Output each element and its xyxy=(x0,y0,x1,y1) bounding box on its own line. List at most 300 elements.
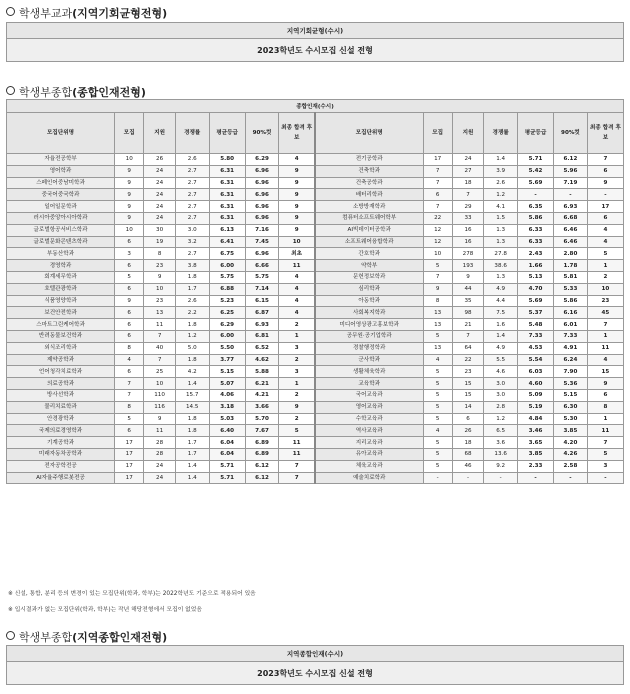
value-cell: 40 xyxy=(144,342,176,354)
value-cell: 6.33 xyxy=(518,224,554,236)
value-cell: 6.96 xyxy=(245,189,279,201)
value-cell: - xyxy=(452,472,484,484)
value-cell: 5 xyxy=(115,271,144,283)
column-header: 평균등급 xyxy=(209,113,245,154)
value-cell: 2.6 xyxy=(175,154,209,166)
value-cell: 6.15 xyxy=(245,295,279,307)
value-cell: - xyxy=(587,189,623,201)
value-cell: 6.46 xyxy=(554,224,588,236)
section-title-regional-comprehensive: 학생부종합(지역종합인재전형) xyxy=(6,629,167,645)
value-cell: 9.2 xyxy=(484,460,518,472)
value-cell: 5.54 xyxy=(518,354,554,366)
value-cell: 5.69 xyxy=(518,177,554,189)
table-row xyxy=(7,319,624,331)
value-cell: 5.30 xyxy=(554,413,588,425)
value-cell: 4.20 xyxy=(554,437,588,449)
table-row xyxy=(7,330,624,342)
value-cell: 11 xyxy=(279,448,315,460)
value-cell: 6 xyxy=(587,165,623,177)
department-name-cell: 글로벌항공서비스학과 xyxy=(7,224,115,236)
value-cell: 5.48 xyxy=(518,319,554,331)
value-cell: 193 xyxy=(452,260,484,272)
column-header: 최종 합격 후보 xyxy=(587,113,623,154)
value-cell: 17 xyxy=(115,460,144,472)
value-cell: 5.23 xyxy=(209,295,245,307)
value-cell: 8 xyxy=(587,401,623,413)
value-cell: 5 xyxy=(423,413,452,425)
value-cell: 10 xyxy=(115,224,144,236)
value-cell: 6.89 xyxy=(245,448,279,460)
regional-opportunity-value: 2023학년도 수시모집 신설 전형 xyxy=(7,39,624,62)
value-cell: 9 xyxy=(279,401,315,413)
value-cell: 6 xyxy=(452,413,484,425)
value-cell: 6.88 xyxy=(209,283,245,295)
value-cell: 2.7 xyxy=(175,177,209,189)
department-name-cell: 건축학과 xyxy=(315,165,423,177)
department-name-cell: 심리학과 xyxy=(315,283,423,295)
department-name-cell: 전자공학전공 xyxy=(7,460,115,472)
value-cell: 5.15 xyxy=(554,389,588,401)
value-cell: 6.75 xyxy=(209,248,245,260)
department-name-cell: 소방방재학과 xyxy=(315,201,423,213)
value-cell: 3.2 xyxy=(175,236,209,248)
department-name-cell: 컴퓨터소프트웨어학부 xyxy=(315,212,423,224)
value-cell: 1 xyxy=(587,413,623,425)
value-cell: 1.78 xyxy=(554,260,588,272)
value-cell: 6.00 xyxy=(209,260,245,272)
value-cell: 7.33 xyxy=(554,330,588,342)
value-cell: 7 xyxy=(452,189,484,201)
value-cell: 6.96 xyxy=(245,248,279,260)
value-cell: 9 xyxy=(115,201,144,213)
value-cell: 28 xyxy=(144,448,176,460)
value-cell: 7 xyxy=(452,330,484,342)
value-cell: 6 xyxy=(115,283,144,295)
value-cell: 5 xyxy=(423,389,452,401)
value-cell: 6.41 xyxy=(209,236,245,248)
value-cell: 9 xyxy=(115,165,144,177)
value-cell: 6.35 xyxy=(518,201,554,213)
comprehensive-results-table xyxy=(6,99,624,484)
value-cell: 29 xyxy=(452,201,484,213)
value-cell: 9 xyxy=(279,177,315,189)
department-name-cell: 기계공학과 xyxy=(7,437,115,449)
value-cell: 4.91 xyxy=(554,342,588,354)
value-cell: 5.50 xyxy=(209,342,245,354)
value-cell: 6.21 xyxy=(245,378,279,390)
value-cell: 4.70 xyxy=(518,283,554,295)
value-cell: 3.0 xyxy=(175,224,209,236)
value-cell: 26 xyxy=(144,154,176,166)
column-header: 모집 xyxy=(423,113,452,154)
value-cell: 1 xyxy=(587,330,623,342)
value-cell: 1.7 xyxy=(175,283,209,295)
value-cell: 4.1 xyxy=(484,201,518,213)
table-row xyxy=(7,154,624,166)
value-cell: 9 xyxy=(144,413,176,425)
note-2: ※ 입시결과가 없는 모집단위(학과, 학부)는 작년 해당전형에서 모집이 없었음 xyxy=(8,607,202,613)
value-cell: 9 xyxy=(279,201,315,213)
value-cell: 6.04 xyxy=(209,448,245,460)
table-row xyxy=(7,307,624,319)
department-name-cell: 전기공학과 xyxy=(315,154,423,166)
value-cell: 8 xyxy=(115,342,144,354)
department-name-cell: 지리교육과 xyxy=(315,437,423,449)
table-body xyxy=(7,154,624,484)
value-cell: 22 xyxy=(452,354,484,366)
value-cell: 7 xyxy=(115,378,144,390)
value-cell: 17 xyxy=(587,201,623,213)
table-row xyxy=(7,437,624,449)
value-cell: 10 xyxy=(279,236,315,248)
value-cell: 5.81 xyxy=(554,271,588,283)
department-name-cell: 군사학과 xyxy=(315,354,423,366)
value-cell: 3.85 xyxy=(554,425,588,437)
value-cell: 1.4 xyxy=(175,378,209,390)
value-cell: 4.62 xyxy=(245,354,279,366)
section-title-regional-opportunity: 학생부교과(지역기회균형전형) xyxy=(6,5,167,21)
value-cell: 4.2 xyxy=(175,366,209,378)
value-cell: 6.33 xyxy=(518,236,554,248)
value-cell: 3 xyxy=(279,342,315,354)
value-cell: 24 xyxy=(144,165,176,177)
department-name-cell: 외식조리학과 xyxy=(7,342,115,354)
section-title-comprehensive: 학생부종합(종합인재전형) xyxy=(6,84,146,100)
value-cell: 1.4 xyxy=(175,460,209,472)
department-name-cell: 영어교육과 xyxy=(315,401,423,413)
value-cell: 2.7 xyxy=(175,248,209,260)
value-cell: 5 xyxy=(423,448,452,460)
value-cell: 9 xyxy=(115,295,144,307)
value-cell: 1.8 xyxy=(175,354,209,366)
table-row xyxy=(7,224,624,236)
value-cell: 28 xyxy=(144,437,176,449)
table-row xyxy=(7,472,624,484)
value-cell: 24 xyxy=(144,212,176,224)
value-cell: 최초 xyxy=(279,248,315,260)
value-cell: 1.8 xyxy=(175,425,209,437)
value-cell: 9 xyxy=(279,212,315,224)
value-cell: 33 xyxy=(452,212,484,224)
department-name-cell: 회계세무학과 xyxy=(7,271,115,283)
value-cell: 7.16 xyxy=(245,224,279,236)
value-cell: 1.7 xyxy=(175,437,209,449)
department-name-cell: 보건안전학과 xyxy=(7,307,115,319)
value-cell: - xyxy=(484,472,518,484)
value-cell: 5.70 xyxy=(245,413,279,425)
value-cell: 1.6 xyxy=(484,319,518,331)
value-cell: 7 xyxy=(587,319,623,331)
value-cell: 7 xyxy=(115,389,144,401)
department-name-cell: 중국어중국학과 xyxy=(7,189,115,201)
value-cell: 27 xyxy=(452,165,484,177)
value-cell: 4.06 xyxy=(209,389,245,401)
value-cell: 23 xyxy=(587,295,623,307)
table-row xyxy=(7,248,624,260)
value-cell: 3.0 xyxy=(484,378,518,390)
value-cell: 4.84 xyxy=(518,413,554,425)
column-header: 평균등급 xyxy=(518,113,554,154)
department-name-cell: 물리치료학과 xyxy=(7,401,115,413)
table-row xyxy=(7,212,624,224)
value-cell: 9 xyxy=(115,177,144,189)
value-cell: 1.8 xyxy=(175,319,209,331)
department-name-cell: 유아교육과 xyxy=(315,448,423,460)
value-cell: 4 xyxy=(279,295,315,307)
value-cell: 3.66 xyxy=(245,401,279,413)
value-cell: 1 xyxy=(587,260,623,272)
value-cell: 6.31 xyxy=(209,177,245,189)
value-cell: 1.4 xyxy=(484,330,518,342)
value-cell: 15 xyxy=(452,378,484,390)
value-cell: 5.09 xyxy=(518,389,554,401)
table-row xyxy=(7,201,624,213)
department-name-cell: 안경광학과 xyxy=(7,413,115,425)
value-cell: 2.7 xyxy=(175,201,209,213)
value-cell: 13.6 xyxy=(484,448,518,460)
value-cell: 24 xyxy=(144,472,176,484)
value-cell: 5.71 xyxy=(209,460,245,472)
department-name-cell: 글로벌문화콘텐츠학과 xyxy=(7,236,115,248)
value-cell: 5.86 xyxy=(554,295,588,307)
value-cell: 24 xyxy=(452,154,484,166)
value-cell: 18 xyxy=(452,177,484,189)
department-name-cell: 호텔관광학과 xyxy=(7,283,115,295)
value-cell: 1.2 xyxy=(484,413,518,425)
value-cell: 2 xyxy=(279,413,315,425)
value-cell: 5.33 xyxy=(554,283,588,295)
value-cell: 4 xyxy=(115,354,144,366)
column-header: 지원 xyxy=(452,113,484,154)
circle-bullet-icon xyxy=(6,7,15,16)
column-header: 경쟁률 xyxy=(175,113,209,154)
value-cell: 16 xyxy=(452,224,484,236)
value-cell: 7.67 xyxy=(245,425,279,437)
value-cell: 2 xyxy=(587,271,623,283)
value-cell: 6.89 xyxy=(245,437,279,449)
value-cell: 3.9 xyxy=(484,165,518,177)
table-row xyxy=(7,413,624,425)
value-cell: 4.9 xyxy=(484,283,518,295)
value-cell: 10 xyxy=(115,154,144,166)
value-cell: 7.45 xyxy=(245,236,279,248)
regional-opportunity-header: 지역기회균형(수시) xyxy=(7,23,624,39)
value-cell: 68 xyxy=(452,448,484,460)
value-cell: 8 xyxy=(115,401,144,413)
value-cell: 5.96 xyxy=(554,165,588,177)
value-cell: 1.8 xyxy=(175,271,209,283)
value-cell: 4 xyxy=(279,307,315,319)
value-cell: 6.96 xyxy=(245,212,279,224)
value-cell: 44 xyxy=(452,283,484,295)
value-cell: - xyxy=(518,189,554,201)
value-cell: 7 xyxy=(423,165,452,177)
value-cell: 4.6 xyxy=(484,366,518,378)
value-cell: 9 xyxy=(587,378,623,390)
department-name-cell: 배터리학과 xyxy=(315,189,423,201)
department-name-cell: 문헌정보학과 xyxy=(315,271,423,283)
value-cell: 6.93 xyxy=(554,201,588,213)
value-cell: 5.36 xyxy=(554,378,588,390)
value-cell: 5 xyxy=(587,248,623,260)
value-cell: 6.31 xyxy=(209,212,245,224)
value-cell: 6 xyxy=(115,307,144,319)
value-cell: 6.29 xyxy=(245,154,279,166)
value-cell: 7 xyxy=(423,271,452,283)
department-name-cell: 교육학과 xyxy=(315,378,423,390)
value-cell: 7.5 xyxy=(484,307,518,319)
value-cell: 5 xyxy=(115,413,144,425)
value-cell: 4.21 xyxy=(245,389,279,401)
value-cell: 5 xyxy=(279,425,315,437)
department-name-cell: 자율전공학부 xyxy=(7,154,115,166)
regional-comprehensive-header: 지역종합인재(수시) xyxy=(7,646,624,662)
circle-bullet-icon xyxy=(6,86,15,95)
value-cell: 7.19 xyxy=(554,177,588,189)
value-cell: 2.2 xyxy=(175,307,209,319)
value-cell: 24 xyxy=(144,189,176,201)
value-cell: 98 xyxy=(452,307,484,319)
value-cell: 5.86 xyxy=(518,212,554,224)
table-row xyxy=(7,189,624,201)
value-cell: 2.7 xyxy=(175,165,209,177)
value-cell: 5.71 xyxy=(209,472,245,484)
value-cell: 3 xyxy=(587,460,623,472)
table-row xyxy=(7,460,624,472)
department-name-cell: 역사교육과 xyxy=(315,425,423,437)
value-cell: 26 xyxy=(452,425,484,437)
value-cell: 2 xyxy=(279,389,315,401)
value-cell: 7 xyxy=(144,330,176,342)
value-cell: 5.71 xyxy=(518,154,554,166)
value-cell: 23 xyxy=(144,260,176,272)
department-name-cell: 영어학과 xyxy=(7,165,115,177)
department-name-cell: 예술치료학과 xyxy=(315,472,423,484)
table-row xyxy=(7,389,624,401)
value-cell: 5 xyxy=(423,401,452,413)
column-header-row xyxy=(7,113,624,154)
value-cell: 5.37 xyxy=(518,307,554,319)
value-cell: 7 xyxy=(423,177,452,189)
value-cell: 2.58 xyxy=(554,460,588,472)
value-cell: 19 xyxy=(144,236,176,248)
value-cell: 278 xyxy=(452,248,484,260)
value-cell: 6.03 xyxy=(518,366,554,378)
value-cell: 6 xyxy=(423,189,452,201)
value-cell: 9 xyxy=(115,212,144,224)
department-name-cell: 간호학과 xyxy=(315,248,423,260)
value-cell: 6.12 xyxy=(554,154,588,166)
value-cell: 23 xyxy=(452,366,484,378)
value-cell: - xyxy=(554,472,588,484)
department-name-cell: 일어일문학과 xyxy=(7,201,115,213)
value-cell: 11 xyxy=(144,319,176,331)
value-cell: 6.96 xyxy=(245,177,279,189)
value-cell: 6.68 xyxy=(554,212,588,224)
value-cell: 25 xyxy=(144,366,176,378)
value-cell: 4 xyxy=(587,354,623,366)
value-cell: 6.16 xyxy=(554,307,588,319)
value-cell: 11 xyxy=(279,437,315,449)
table-row xyxy=(7,425,624,437)
table-row xyxy=(7,378,624,390)
department-name-cell: 반려동물보건학과 xyxy=(7,330,115,342)
value-cell: 6.29 xyxy=(209,319,245,331)
value-cell: 2.8 xyxy=(484,401,518,413)
value-cell: 9 xyxy=(115,189,144,201)
value-cell: 11 xyxy=(587,342,623,354)
value-cell: 2.6 xyxy=(484,177,518,189)
value-cell: 64 xyxy=(452,342,484,354)
value-cell: 9 xyxy=(423,283,452,295)
value-cell: 6 xyxy=(115,236,144,248)
value-cell: 6.93 xyxy=(245,319,279,331)
value-cell: 9 xyxy=(279,165,315,177)
value-cell: - xyxy=(518,472,554,484)
note-1: ※ 신설, 통합, 분리 등의 변경이 있는 모집단위(학과, 학부)는 2022학년도 기준으로 적용되어 있음 xyxy=(8,591,256,597)
value-cell: 4.53 xyxy=(518,342,554,354)
department-name-cell: 약학부 xyxy=(315,260,423,272)
value-cell: 9 xyxy=(452,271,484,283)
department-name-cell: 미디어영상광고홍보학과 xyxy=(315,319,423,331)
value-cell: 11 xyxy=(144,425,176,437)
value-cell: 5 xyxy=(423,330,452,342)
value-cell: 22 xyxy=(423,212,452,224)
value-cell: 2.7 xyxy=(175,189,209,201)
value-cell: 7 xyxy=(279,460,315,472)
value-cell: 6.96 xyxy=(245,165,279,177)
value-cell: 2.80 xyxy=(554,248,588,260)
value-cell: 5.80 xyxy=(209,154,245,166)
table-row xyxy=(7,295,624,307)
value-cell: 7.14 xyxy=(245,283,279,295)
value-cell: 1.4 xyxy=(175,472,209,484)
column-header: 90%컷 xyxy=(554,113,588,154)
value-cell: 3.0 xyxy=(484,389,518,401)
department-name-cell: AI자율주행로봇전공 xyxy=(7,472,115,484)
department-name-cell: 국제의료경영학과 xyxy=(7,425,115,437)
value-cell: 5.07 xyxy=(209,378,245,390)
value-cell: 10 xyxy=(423,248,452,260)
value-cell: 6.25 xyxy=(209,307,245,319)
value-cell: 6 xyxy=(115,366,144,378)
value-cell: 15.7 xyxy=(175,389,209,401)
value-cell: 6.40 xyxy=(209,425,245,437)
value-cell: 3.77 xyxy=(209,354,245,366)
value-cell: 3.18 xyxy=(209,401,245,413)
value-cell: 3.46 xyxy=(518,425,554,437)
column-header: 경쟁률 xyxy=(484,113,518,154)
value-cell: 10 xyxy=(144,378,176,390)
value-cell: 2.43 xyxy=(518,248,554,260)
value-cell: 5.88 xyxy=(245,366,279,378)
department-name-cell: 아동학과 xyxy=(315,295,423,307)
department-name-cell: 방사선학과 xyxy=(7,389,115,401)
value-cell: 11 xyxy=(587,425,623,437)
table-row xyxy=(7,342,624,354)
value-cell: 4 xyxy=(423,354,452,366)
value-cell: 12 xyxy=(423,236,452,248)
value-cell: 7.90 xyxy=(554,366,588,378)
table-row xyxy=(7,177,624,189)
value-cell: 7 xyxy=(587,154,623,166)
table-title: 종합인재(수시) xyxy=(7,100,624,113)
department-name-cell: 러시아중앙아시아학과 xyxy=(7,212,115,224)
value-cell: 5 xyxy=(423,437,452,449)
value-cell: 30 xyxy=(144,224,176,236)
value-cell: 3.85 xyxy=(518,448,554,460)
value-cell: 5.13 xyxy=(518,271,554,283)
